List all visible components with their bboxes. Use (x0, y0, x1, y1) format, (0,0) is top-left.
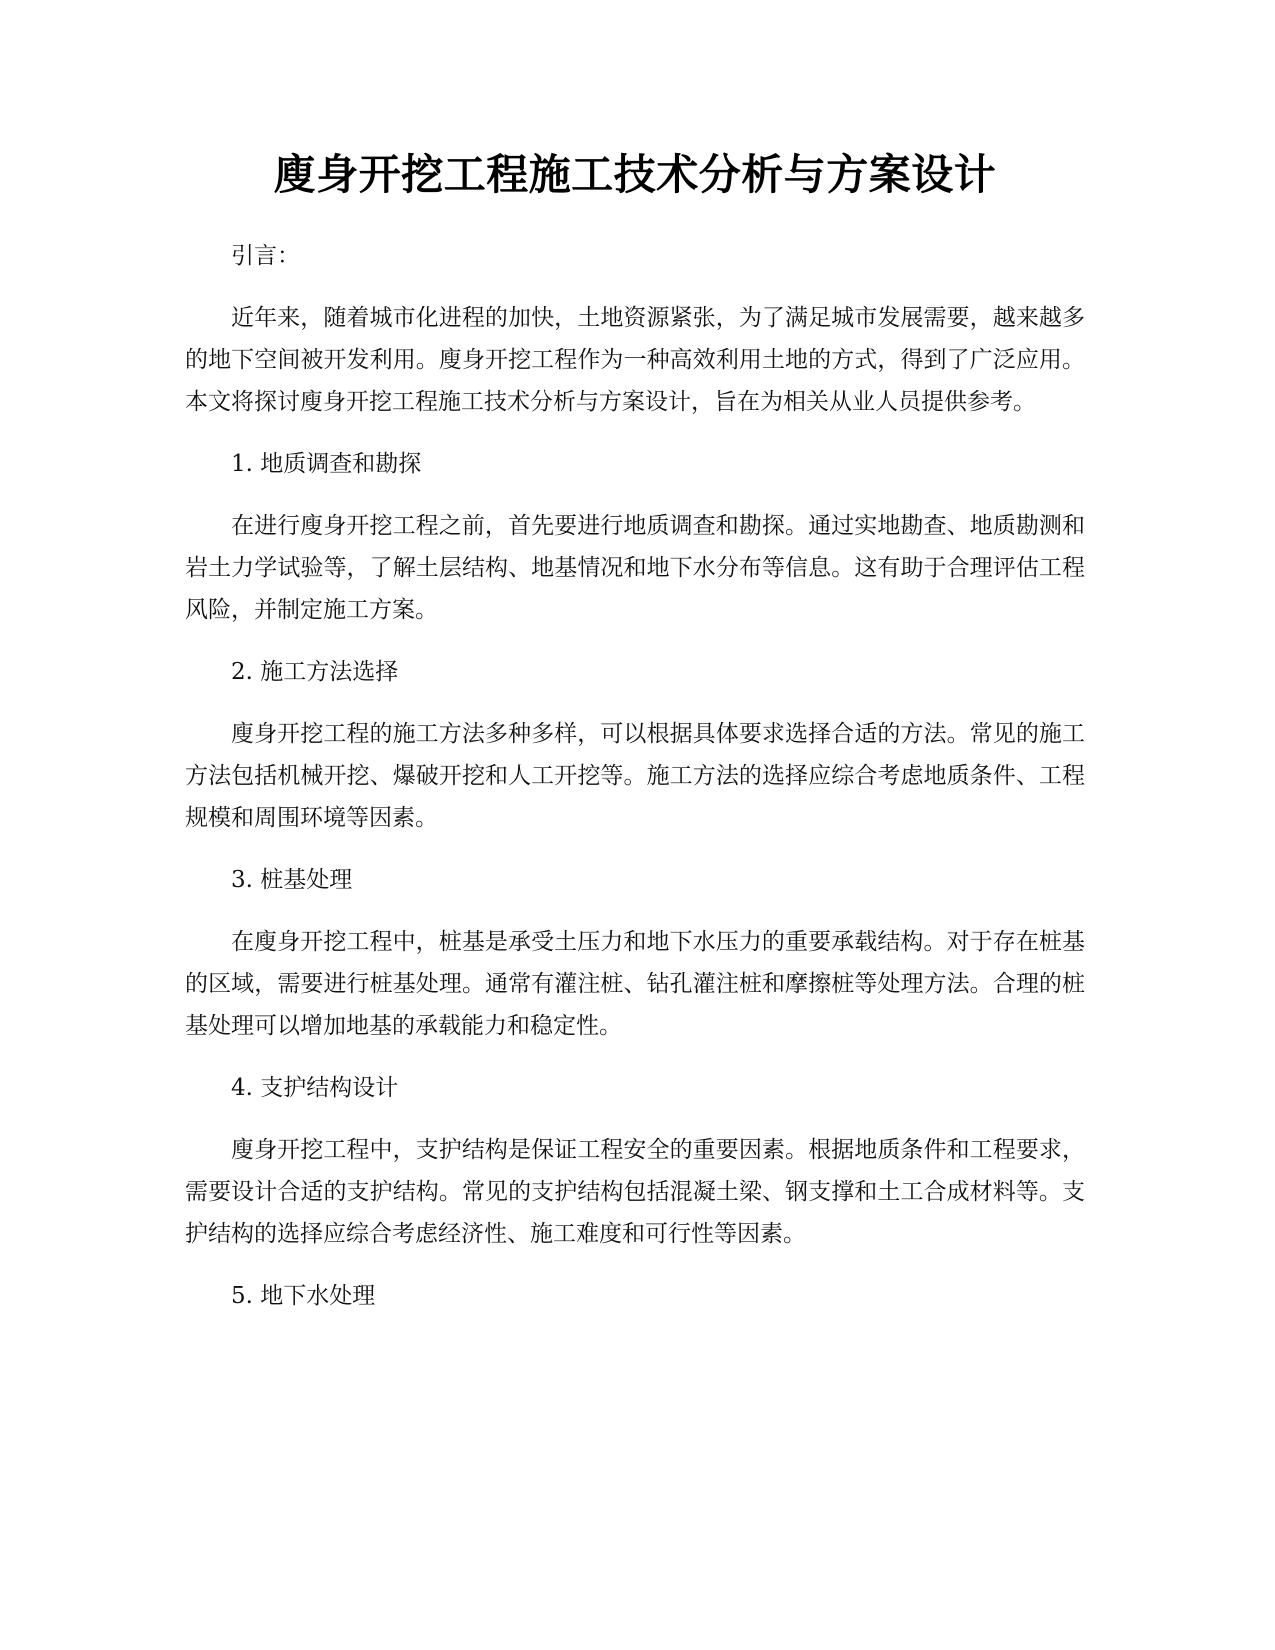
section-body-pile-foundation: 在廋身开挖工程中，桩基是承受土压力和地下水压力的重要承载结构。对于存在桩基的区域，需要进行桩基处理。通常有灌注桩、钻孔灌注桩和摩擦桩等处理方法。合理的桩基处理可以增加地基的承载能力和稳定性。 (185, 929, 1085, 1039)
section-heading-groundwater: 5. 地下水处理 (231, 1283, 376, 1309)
section-heading-construction-method: 2. 施工方法选择 (231, 659, 399, 685)
intro-paragraph: 近年来，随着城市化进程的加快，土地资源紧张，为了满足城市发展需要，越来越多的地下空间被开发利用。廋身开挖工程作为一种高效利用土地的方式，得到了广泛应用。本文将探讨廋身开挖工程施工技术分析与方案设计，旨在为相关从业人员提供参考。 (185, 305, 1085, 415)
document-page (185, 145, 1085, 1317)
document-title: 廋身开挖工程施工技术分析与方案设计 (273, 150, 997, 199)
section-body-construction-method: 廋身开挖工程的施工方法多种多样，可以根据具体要求选择合适的方法。常见的施工方法包括机械开挖、爆破开挖和人工开挖等。施工方法的选择应综合考虑地质条件、工程规模和周围环境等因素。 (185, 721, 1085, 831)
section-body-geology: 在进行廋身开挖工程之前，首先要进行地质调查和勘探。通过实地勘查、地质勘测和岩土力学试验等，了解土层结构、地基情况和地下水分布等信息。这有助于合理评估工程风险，并制定施工方案。 (185, 513, 1085, 623)
section-heading-pile-foundation: 3. 桩基处理 (231, 867, 353, 893)
intro-label: 引言： (231, 243, 300, 269)
section-body-support-structure: 廋身开挖工程中，支护结构是保证工程安全的重要因素。根据地质条件和工程要求，需要设计合适的支护结构。常见的支护结构包括混凝土梁、钢支撑和土工合成材料等。支护结构的选择应综合考虑经济性、施工难度和可行性等因素。 (185, 1137, 1085, 1247)
section-heading-geology: 1. 地质调查和勘探 (231, 451, 422, 477)
section-heading-support-structure: 4. 支护结构设计 (231, 1075, 399, 1101)
